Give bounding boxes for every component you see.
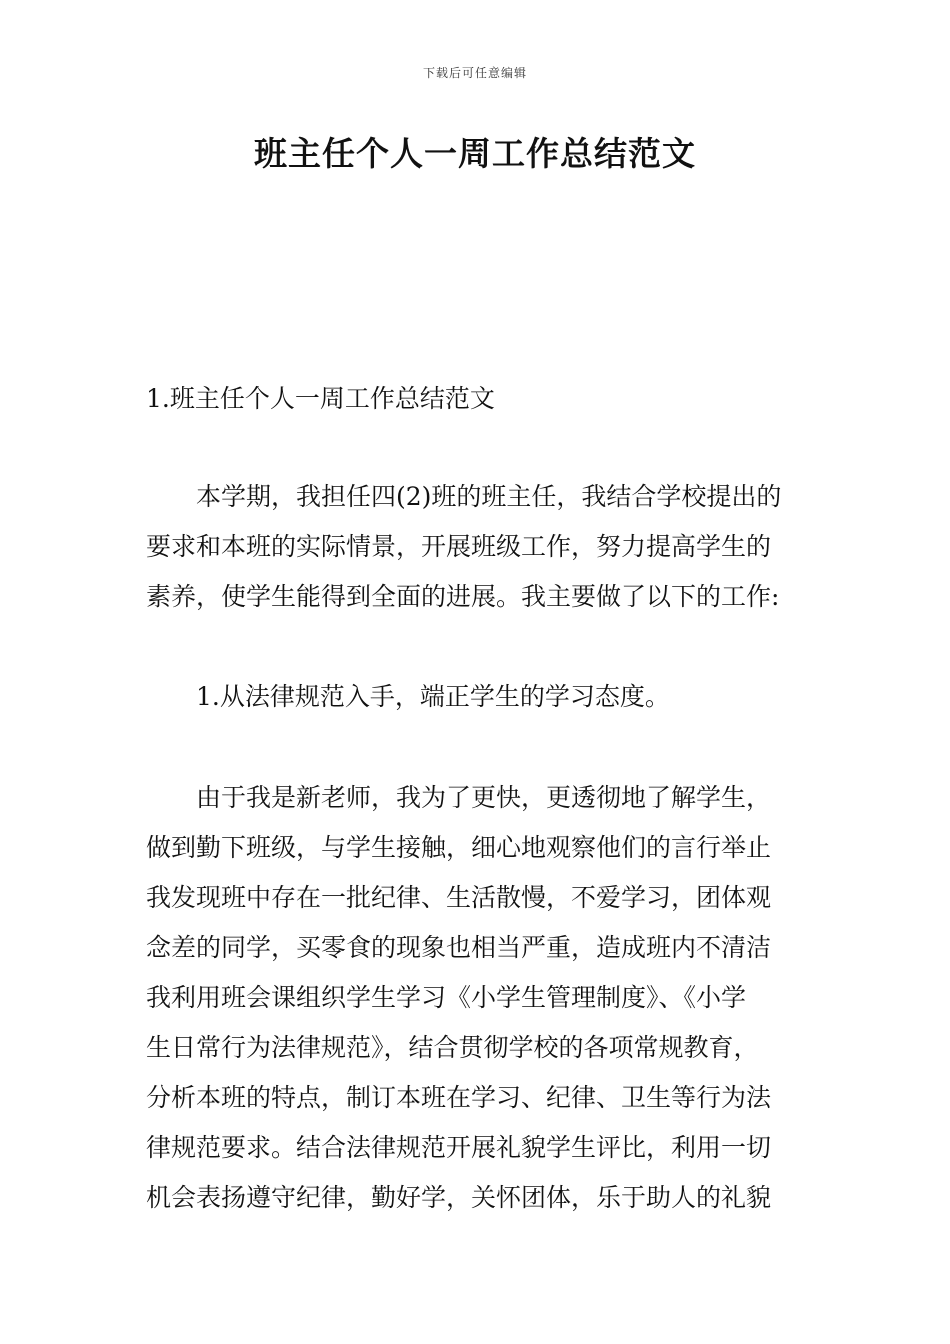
document-title: 班主任个人一周工作总结范文 bbox=[254, 134, 696, 173]
paragraph-line: 素养，使学生能得到全面的进展。我主要做了以下的工作: bbox=[146, 582, 780, 611]
header-note: 下载后可任意编辑 bbox=[422, 66, 527, 80]
paragraph-line: 念差的同学，买零食的现象也相当严重，造成班内不清洁 bbox=[146, 933, 772, 962]
paragraph-line: 我发现班中存在一批纪律、生活散慢，不爱学习，团体观 bbox=[146, 883, 772, 912]
paragraph-detail bbox=[146, 773, 808, 1223]
paragraph-line: 要求和本班的实际情景，开展班级工作，努力提高学生的 bbox=[146, 532, 772, 561]
paragraph-line: 生日常行为法律规范》，结合贯彻学校的各项常规教育， bbox=[146, 1033, 759, 1062]
paragraph-line: 我利用班会课组织学生学习《小学生管理制度》、《小学 bbox=[146, 983, 747, 1012]
paragraph-line: 分析本班的特点，制订本班在学习、纪律、卫生等行为法 bbox=[146, 1083, 772, 1112]
numbered-point-text: 1.从法律规范入手，端正学生的学习态度。 bbox=[146, 682, 670, 711]
paragraph-line: 由于我是新老师，我为了更快，更透彻地了解学生， bbox=[146, 783, 772, 812]
paragraph-line: 律规范要求。结合法律规范开展礼貌学生评比，利用一切 bbox=[146, 1133, 772, 1162]
section-heading: 1.班主任个人一周工作总结范文 bbox=[146, 384, 495, 413]
paragraph-line: 做到勤下班级，与学生接触，细心地观察他们的言行举止 bbox=[146, 833, 772, 862]
paragraph-line: 机会表扬遵守纪律，勤好学，关怀团体，乐于助人的礼貌 bbox=[146, 1183, 772, 1212]
paragraph-line: 本学期，我担任四(2)班的班主任，我结合学校提出的 bbox=[146, 482, 782, 511]
numbered-point bbox=[146, 672, 808, 722]
paragraph-intro bbox=[146, 472, 808, 622]
